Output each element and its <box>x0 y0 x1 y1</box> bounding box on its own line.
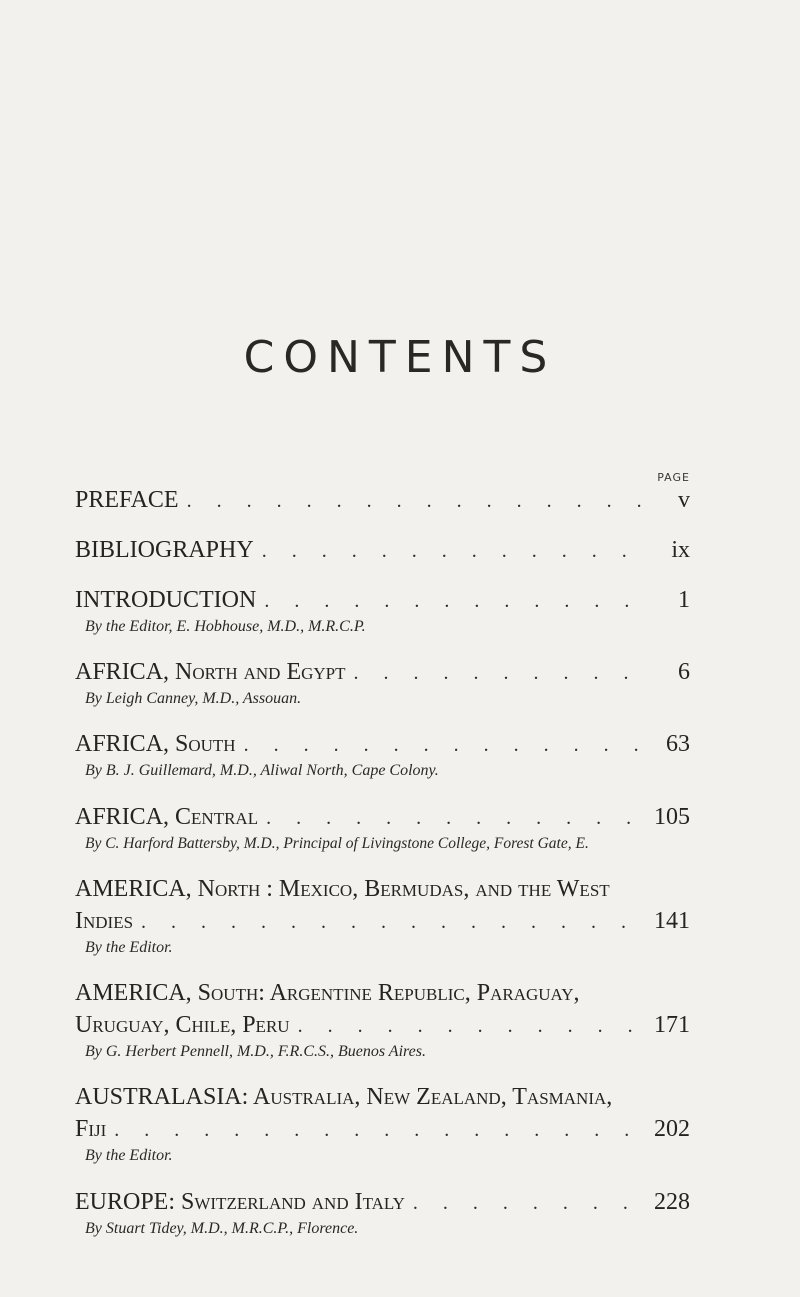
leader-dots <box>413 1187 646 1219</box>
entry-title-line-1: AMERICA, North : Mexico, Bermudas, and the West <box>75 876 610 902</box>
entry-author: By C. Harford Battersby, M.D., Principal of Livingstone College, Forest Gate, E. <box>85 835 589 852</box>
entry-title-line-1: AMERICA, South: Argentine Republic, Paraguay, <box>75 980 580 1006</box>
toc-entry-australasia[interactable] <box>75 1081 690 1167</box>
leader-dots <box>298 1010 646 1042</box>
toc-entry-america-north[interactable] <box>75 873 690 959</box>
toc-entry-europe[interactable] <box>75 1186 690 1240</box>
entry-author: By the Editor. <box>85 1147 173 1164</box>
leader-dots <box>114 1114 646 1146</box>
page-number: 1 <box>678 587 690 613</box>
page-number: 105 <box>654 804 690 830</box>
page-number: 202 <box>654 1116 690 1142</box>
entry-title: AFRICA, South <box>75 731 236 757</box>
toc-entry-america-south[interactable] <box>75 977 690 1063</box>
toc-entry-africa-south[interactable] <box>75 728 690 782</box>
toc-entry-preface[interactable] <box>75 484 690 516</box>
entry-title-line-2: Indies <box>75 908 134 934</box>
page-number: 63 <box>666 731 690 757</box>
entry-title: INTRODUCTION <box>75 587 257 613</box>
leader-dots <box>266 802 646 834</box>
entry-author: By G. Herbert Pennell, M.D., F.R.C.S., Buenos Aires. <box>85 1043 426 1060</box>
entry-title: EUROPE: Switzerland and Italy <box>75 1189 405 1215</box>
page-number: ix <box>671 537 690 563</box>
contents-heading: CONTENTS <box>243 332 557 383</box>
entry-title: AFRICA, North and Egypt <box>75 659 346 685</box>
page-number: 228 <box>654 1189 690 1215</box>
entry-author: By Leigh Canney, M.D., Assouan. <box>85 690 302 707</box>
page-number: v <box>678 487 690 513</box>
leader-dots <box>141 906 646 938</box>
entry-author: By the Editor, E. Hobhouse, M.D., M.R.C.P. <box>85 618 366 635</box>
entry-title-line-2: Fiji <box>75 1116 107 1142</box>
toc-entry-bibliography[interactable] <box>75 534 690 566</box>
leader-dots <box>354 657 647 689</box>
entry-title: BIBLIOGRAPHY <box>75 537 254 563</box>
page-number: 141 <box>654 908 690 934</box>
leader-dots <box>187 485 646 517</box>
entry-author: By the Editor. <box>85 939 173 956</box>
entry-title: AFRICA, Central <box>75 804 259 830</box>
leader-dots <box>264 585 646 617</box>
toc-entry-africa-north[interactable] <box>75 656 690 710</box>
entry-author: By Stuart Tidey, M.D., M.R.C.P., Florence. <box>85 1220 359 1237</box>
entry-title: PREFACE <box>75 487 179 513</box>
toc-entry-introduction[interactable] <box>75 584 690 638</box>
entry-title-line-2: Uruguay, Chile, Peru <box>75 1012 290 1038</box>
page-number: 6 <box>678 659 690 685</box>
toc-entry-africa-central[interactable] <box>75 801 690 855</box>
entry-title-line-1: AUSTRALASIA: Australia, New Zealand, Tasmania, <box>75 1084 613 1110</box>
leader-dots <box>244 729 646 761</box>
leader-dots <box>262 535 646 567</box>
entry-author: By B. J. Guillemard, M.D., Aliwal North, Cape Colony. <box>85 762 439 779</box>
page-number: 171 <box>654 1012 690 1038</box>
page-column-label: PAGE <box>657 471 690 484</box>
